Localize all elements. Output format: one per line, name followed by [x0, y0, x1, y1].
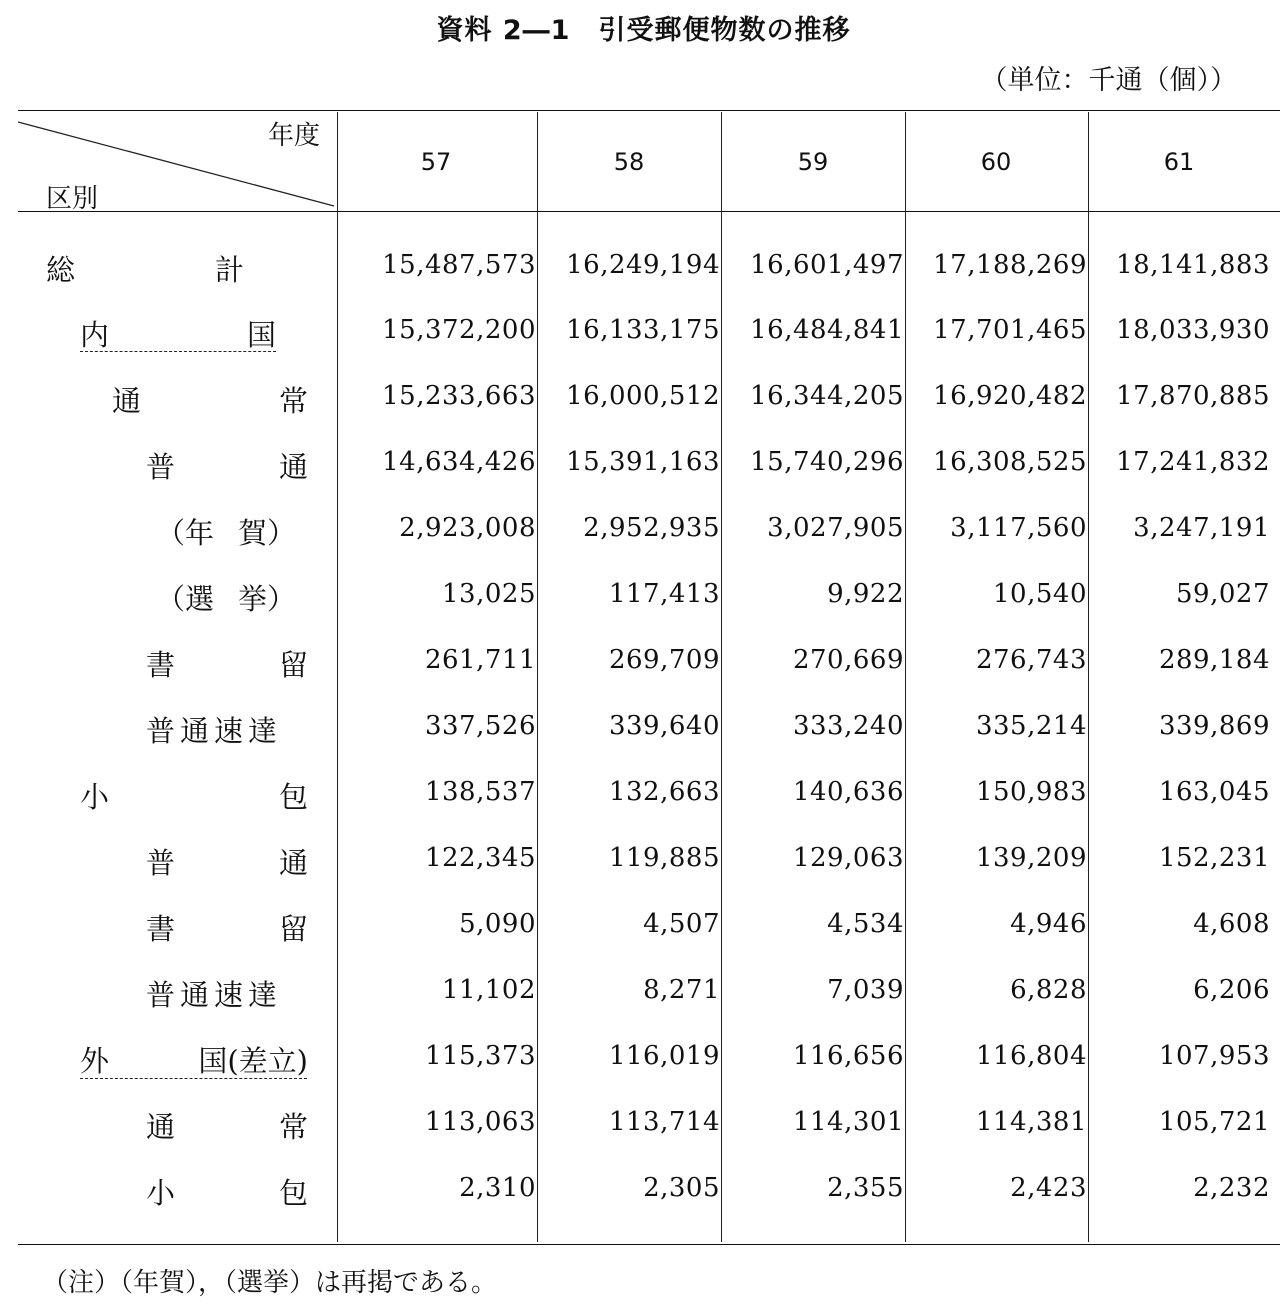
table-cell: 105,721 — [1158, 1107, 1270, 1137]
table-cell: 269,709 — [608, 645, 720, 675]
table-cell: 339,869 — [1158, 711, 1270, 741]
table-cell: 16,601,497 — [750, 250, 904, 280]
row-label-start: 小 — [80, 780, 110, 814]
table-row — [0, 703, 1287, 753]
table-cell: 3,027,905 — [767, 513, 904, 543]
table-row — [0, 637, 1287, 687]
table-cell: 116,019 — [608, 1041, 720, 1071]
table-cell: 339,640 — [608, 711, 720, 741]
row-label-start: 外 — [80, 1044, 110, 1078]
table-cell: 10,540 — [993, 579, 1087, 609]
table-cell: 119,885 — [608, 843, 720, 873]
table-cell: 289,184 — [1158, 645, 1270, 675]
table-cell: 6,828 — [1010, 975, 1087, 1005]
naikoku-underline — [80, 351, 276, 352]
table-cell: 113,714 — [608, 1107, 720, 1137]
year-header-59: 59 — [797, 148, 829, 176]
table-cell: 59,027 — [1176, 579, 1270, 609]
table-cell: 2,952,935 — [583, 513, 720, 543]
table-cell: 270,669 — [792, 645, 904, 675]
row-label-start: 書 — [146, 648, 176, 682]
table-cell: 16,133,175 — [566, 315, 720, 345]
row-label-start: （選 — [156, 582, 215, 616]
row-label-start: 通 — [146, 1110, 176, 1144]
table-cell: 15,233,663 — [382, 381, 536, 411]
row-label-start: 普 — [146, 450, 176, 484]
table-cell: 3,247,191 — [1133, 513, 1270, 543]
table-cell: 138,537 — [424, 777, 536, 807]
table-cell: 4,534 — [827, 909, 904, 939]
row-label-end: 挙） — [237, 582, 296, 616]
table-cell: 18,033,930 — [1116, 315, 1270, 345]
table-cell: 8,271 — [643, 975, 720, 1005]
table-cell: 4,507 — [643, 909, 720, 939]
table-cell: 152,231 — [1158, 843, 1270, 873]
table-cell: 115,373 — [424, 1041, 536, 1071]
table-row — [0, 835, 1287, 885]
document-title: 資料 2―1 引受郵便物数の推移 — [436, 15, 851, 46]
table-row — [0, 373, 1287, 423]
row-label-end: 留 — [278, 912, 308, 946]
table-row — [0, 901, 1287, 951]
table-cell: 116,804 — [975, 1041, 1087, 1071]
row-label-end: 包 — [278, 780, 308, 814]
row-label-end: 包 — [278, 1176, 308, 1210]
row-label-end: 国(差立) — [198, 1044, 308, 1078]
footnote: （注）（年賀），（選挙）は再掲である。 — [42, 1268, 498, 1298]
row-label-start: 総 — [46, 253, 76, 287]
table-cell: 261,711 — [424, 645, 536, 675]
row-label-start: 通 — [112, 384, 142, 418]
table-row — [0, 1099, 1287, 1149]
table-cell: 16,484,841 — [750, 315, 904, 345]
table-cell: 114,381 — [975, 1107, 1087, 1137]
table-row — [0, 307, 1287, 357]
row-label-start: 書 — [146, 912, 176, 946]
table-cell: 122,345 — [424, 843, 536, 873]
row-label-end: 計 — [214, 253, 244, 287]
table-cell: 3,117,560 — [950, 513, 1087, 543]
table-cell: 15,372,200 — [382, 315, 536, 345]
corner-category-label: 区別 — [46, 184, 99, 214]
table-cell: 4,608 — [1193, 909, 1270, 939]
table-cell: 15,740,296 — [750, 447, 904, 477]
table-cell: 113,063 — [424, 1107, 536, 1137]
year-header-58: 58 — [613, 148, 645, 176]
row-label-start: 内 — [80, 318, 110, 352]
table-cell: 15,487,573 — [382, 250, 536, 280]
table-cell: 13,025 — [442, 579, 536, 609]
corner-year-label: 年度 — [268, 121, 321, 151]
table-cell: 16,344,205 — [750, 381, 904, 411]
row-label-end: 常 — [278, 384, 308, 418]
row-label-end: 国 — [246, 318, 276, 352]
table-cell: 333,240 — [792, 711, 904, 741]
row-label: 普通速達 — [146, 714, 283, 748]
table-cell: 107,953 — [1158, 1041, 1270, 1071]
table-cell: 139,209 — [975, 843, 1087, 873]
row-label-end: 賀） — [237, 516, 296, 550]
table-cell: 337,526 — [424, 711, 536, 741]
table-cell: 150,983 — [975, 777, 1087, 807]
table-cell: 129,063 — [792, 843, 904, 873]
table-row — [0, 1165, 1287, 1215]
row-label: 普通速達 — [146, 978, 283, 1012]
table-cell: 2,232 — [1193, 1173, 1270, 1203]
row-label-end: 通 — [278, 450, 308, 484]
table-cell: 17,188,269 — [933, 250, 1087, 280]
year-header-61: 61 — [1163, 148, 1195, 176]
row-label-start: （年 — [156, 516, 215, 550]
table-cell: 11,102 — [442, 975, 536, 1005]
table-row — [0, 967, 1287, 1017]
unit-note: （単位：千通（個）） — [980, 65, 1237, 96]
table-cell: 9,922 — [827, 579, 904, 609]
row-label-end: 留 — [278, 648, 308, 682]
table-cell: 16,920,482 — [933, 381, 1087, 411]
table-cell: 140,636 — [792, 777, 904, 807]
table-cell: 116,656 — [792, 1041, 904, 1071]
table-cell: 7,039 — [827, 975, 904, 1005]
table-cell: 163,045 — [1158, 777, 1270, 807]
table-row — [0, 242, 1287, 292]
table-cell: 18,141,883 — [1116, 250, 1270, 280]
table-cell: 6,206 — [1193, 975, 1270, 1005]
table-cell: 5,090 — [459, 909, 536, 939]
table-bottom-rule — [18, 1244, 1280, 1245]
row-label-end: 通 — [278, 846, 308, 880]
table-row — [0, 769, 1287, 819]
table-row — [0, 505, 1287, 555]
table-cell: 17,701,465 — [933, 315, 1087, 345]
table-row — [0, 571, 1287, 621]
table-cell: 17,870,885 — [1116, 381, 1270, 411]
table-row — [0, 1033, 1287, 1083]
table-cell: 2,923,008 — [399, 513, 536, 543]
table-cell: 2,305 — [643, 1173, 720, 1203]
year-header-57: 57 — [420, 148, 452, 176]
table-cell: 335,214 — [975, 711, 1087, 741]
row-label-end: 常 — [278, 1110, 308, 1144]
table-cell: 16,000,512 — [566, 381, 720, 411]
table-cell: 14,634,426 — [382, 447, 536, 477]
table-cell: 2,423 — [1010, 1173, 1087, 1203]
table-cell: 16,249,194 — [566, 250, 720, 280]
table-top-rule — [18, 110, 1280, 111]
row-label-start: 小 — [146, 1176, 176, 1210]
table-row — [0, 439, 1287, 489]
row-label-start: 普 — [146, 846, 176, 880]
table-cell: 2,310 — [459, 1173, 536, 1203]
table-cell: 4,946 — [1010, 909, 1087, 939]
table-cell: 15,391,163 — [566, 447, 720, 477]
table-cell: 114,301 — [792, 1107, 904, 1137]
table-cell: 117,413 — [608, 579, 720, 609]
table-cell: 276,743 — [975, 645, 1087, 675]
gaikoku-underline — [80, 1078, 307, 1079]
year-header-60: 60 — [980, 148, 1012, 176]
table-cell: 2,355 — [827, 1173, 904, 1203]
table-cell: 17,241,832 — [1116, 447, 1270, 477]
table-cell: 16,308,525 — [933, 447, 1087, 477]
table-cell: 132,663 — [608, 777, 720, 807]
